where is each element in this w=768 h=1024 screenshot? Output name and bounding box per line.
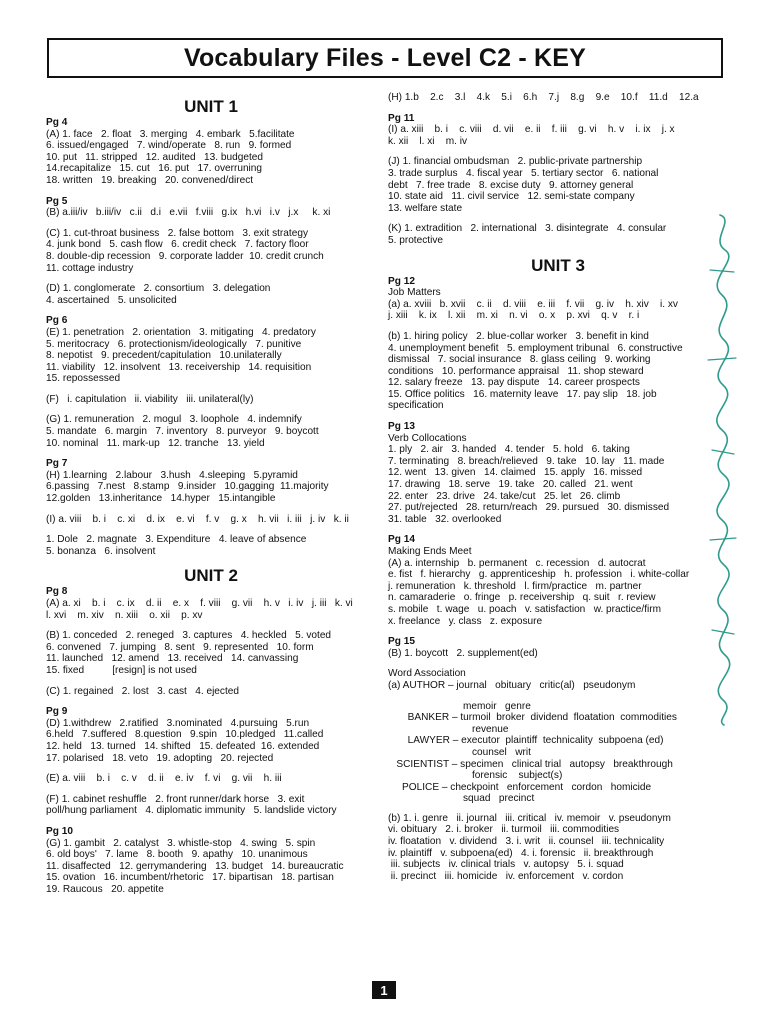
- answer-section: [388, 724, 728, 736]
- page-reference: Pg 9: [46, 706, 68, 718]
- answer-line: e. fist f. hierarchy g. apprenticeship h. profession i. white-collar: [388, 569, 690, 581]
- answer-line: (I) a. viii b. i c. xi d. ix e. vi f. v g. x h. vii i. iii j. iv k. ii: [46, 513, 349, 525]
- answer-line: (G) 1. remuneration 2. mogul 3. loophole 4. indemnify: [46, 414, 302, 426]
- answer-section: [388, 331, 728, 412]
- answer-line: 6. issued/engaged 7. wind/operate 8. run 9. formed: [46, 140, 292, 152]
- answer-line: 27. put/rejected 28. return/reach 29. pursued 30. dismissed: [388, 502, 670, 514]
- answer-line: 12.golden 13.inheritance 14.hyper 15.intangible: [46, 493, 276, 505]
- page-reference: Pg 7: [46, 458, 68, 470]
- answer-section: [388, 92, 728, 104]
- answer-line: (D) 1. conglomerate 2. consortium 3. delegation: [46, 283, 271, 295]
- answer-line: (D) 1.withdrew 2.ratified 3.nominated 4.pursuing 5.run: [46, 717, 310, 729]
- answer-line: dismissal 7. social insurance 8. glass ceiling 9. working: [388, 354, 651, 366]
- answer-line: 15. repossessed: [46, 373, 121, 385]
- answer-line: (a) AUTHOR – journal obituary critic(al) pseudonym: [388, 679, 636, 691]
- answer-line: 17. polarised 18. veto 19. adopting 20. rejected: [46, 752, 274, 764]
- answer-line: k. xii l. xi m. iv: [388, 135, 468, 147]
- answer-line: ii. precinct iii. homicide iv. enforcement v. cordon: [388, 870, 624, 882]
- answer-section: [388, 770, 728, 782]
- answer-line: 8. double-dip recession 9. corporate ladder 10. credit crunch: [46, 250, 324, 262]
- answer-line: forensic subject(s): [472, 770, 563, 782]
- answer-section: [388, 636, 728, 659]
- handwritten-url-signature: [690, 210, 750, 730]
- answer-section: [388, 701, 728, 713]
- answer-line: (b) 1. i. genre ii. journal iii. critical iv. memoir v. pseudonym: [388, 812, 671, 824]
- answer-line: 1. Dole 2. magnate 3. Expenditure 4. leave of absence: [46, 534, 307, 546]
- answer-line: (F) i. capitulation ii. viability iii. unilateral(ly): [46, 393, 254, 405]
- answer-line: 5. bonanza 6. insolvent: [46, 545, 156, 557]
- page-reference: Pg 14: [388, 534, 415, 546]
- answer-section: [46, 514, 376, 526]
- answer-section: [46, 534, 376, 557]
- answer-line: (H) 1.b 2.c 3.l 4.k 5.i 6.h 7.j 8.g 9.e 10.f 11.d 12.a: [388, 92, 699, 103]
- answer-section: [46, 773, 376, 785]
- answer-line: BANKER – turmoil broker dividend floatation commodities: [388, 712, 677, 724]
- answer-line: 31. table 32. overlooked: [388, 513, 502, 525]
- answer-line: 6.held 7.suffered 8.question 9.spin 10.pledged 11.called: [46, 729, 324, 741]
- answer-line: (C) 1. regained 2. lost 3. cast 4. ejected: [46, 685, 239, 697]
- page-reference: Pg 15: [388, 636, 415, 648]
- answer-line: iv. plaintiff v. subpoena(ed) 4. i. forensic ii. breakthrough: [388, 847, 654, 859]
- answer-section: [46, 196, 376, 219]
- answer-line: n. camaraderie o. fringe p. receivership q. suit r. review: [388, 592, 656, 604]
- page-reference: Pg 10: [46, 825, 73, 837]
- answer-line: squad precinct: [463, 793, 535, 805]
- answer-line: SCIENTIST – specimen clinical trial autopsy breakthrough: [388, 758, 673, 770]
- answer-section: [46, 586, 376, 621]
- answer-line: Job Matters: [388, 287, 441, 299]
- answer-line: 6.passing 7.nest 8.stamp 9.insider 10.gagging 11.majority: [46, 481, 329, 493]
- page-reference: Pg 13: [388, 421, 415, 433]
- answer-line: 8. nepotist 9. precedent/capitulation 10.unilaterally: [46, 350, 282, 362]
- answer-line: 6. old boys' 7. lame 8. booth 9. apathy 10. unanimous: [46, 849, 308, 861]
- answer-line: (E) 1. penetration 2. orientation 3. mitigating 4. predatory: [46, 326, 316, 338]
- answer-line: (A) a. internship b. permanent c. recession d. autocrat: [388, 557, 646, 569]
- answer-section: [46, 414, 376, 449]
- answer-section: [46, 394, 376, 406]
- left-column: [46, 92, 376, 904]
- answer-section: [388, 276, 728, 322]
- answer-line: counsel writ: [472, 746, 531, 758]
- answer-line: vi. obituary 2. i. broker ii. turmoil iii. commodities: [388, 824, 620, 836]
- page-number: 1: [372, 981, 396, 999]
- answer-section: [46, 826, 376, 896]
- answer-section: [388, 668, 728, 691]
- answer-line: Word Association: [388, 668, 466, 680]
- answer-line: 4. unemployment benefit 5. employment tribunal 6. constructive: [388, 342, 683, 354]
- document-title: Vocabulary Files - Level C2 - KEY: [47, 38, 723, 78]
- answer-line: (B) 1. conceded 2. reneged 3. captures 4. heckled 5. voted: [46, 630, 332, 642]
- answer-line: (H) 1.learning 2.labour 3.hush 4.sleeping 5.pyramid: [46, 469, 298, 481]
- page-reference: Pg 5: [46, 195, 68, 207]
- answer-line: Verb Collocations: [388, 432, 467, 444]
- answer-line: Making Ends Meet: [388, 546, 472, 557]
- answer-line: 4. junk bond 5. cash flow 6. credit check 7. factory floor: [46, 239, 309, 251]
- answer-line: revenue: [472, 723, 509, 735]
- answer-section: [46, 686, 376, 698]
- answer-line: 6. convened 7. jumping 8. sent 9. represented 10. form: [46, 641, 314, 653]
- answer-line: 11. disaffected 12. gerrymandering 13. budget 14. bureaucratic: [46, 860, 344, 872]
- answer-line: 12. salary freeze 13. pay dispute 14. career prospects: [388, 377, 640, 389]
- answer-line: POLICE – checkpoint enforcement cordon homicide: [388, 781, 652, 793]
- answer-line: 19. Raucous 20. appetite: [46, 883, 164, 895]
- answer-line: debt 7. free trade 8. excise duty 9. attorney general: [388, 179, 634, 191]
- answer-line: 17. drawing 18. serve 19. take 20. called 21. went: [388, 479, 633, 491]
- answer-section: [388, 793, 728, 805]
- answer-line: 11. launched 12. amend 13. received 14. canvassing: [46, 653, 299, 665]
- answer-section: [388, 421, 728, 525]
- answer-section: [46, 228, 376, 274]
- answer-line: 11. cottage industry: [46, 262, 134, 274]
- unit-heading: UNIT 3: [531, 255, 585, 275]
- answer-line: conditions 10. performance appraisal 11. shop steward: [388, 365, 644, 377]
- answer-line: poll/hung parliament 4. diplomatic immunity 5. landslide victory: [46, 805, 337, 817]
- answer-line: specification: [388, 400, 444, 412]
- answer-line: (A) 1. face 2. float 3. merging 4. embark 5.facilitate: [46, 128, 295, 140]
- answer-section: [388, 782, 728, 794]
- answer-line: (F) 1. cabinet reshuffle 2. front runner/dark horse 3. exit: [46, 793, 305, 805]
- page-reference: Pg 12: [388, 275, 415, 287]
- answer-section: [46, 458, 376, 504]
- answer-line: 10. nominal 11. mark-up 12. tranche 13. yield: [46, 437, 265, 449]
- page-reference: Pg 8: [46, 586, 68, 598]
- answer-line: iii. subjects iv. clinical trials v. autopsy 5. i. squad: [388, 859, 624, 871]
- answer-line: j. xiii k. ix l. xii m. xi n. vi o. x p. xvi q. v r. i: [388, 310, 640, 322]
- answer-line: (B) a.iii/iv b.iii/iv c.ii d.i e.vii f.viii g.ix h.vi i.v j.x k. xi: [46, 207, 331, 219]
- answer-line: LAWYER – executor plaintiff technicality subpoena (ed): [388, 735, 664, 747]
- answer-line: l. xvi m. xiv n. xiii o. xii p. xv: [46, 609, 203, 621]
- answer-section: [388, 113, 728, 148]
- answer-line: (E) a. viii b. i c. v d. ii e. iv f. vi g. vii h. iii: [46, 773, 282, 785]
- answer-line: (A) a. xi b. i c. ix d. ii e. x f. viii g. vii h. v i. iv j. iii k. vi: [46, 598, 353, 609]
- answer-line: 4. ascertained 5. unsolicited: [46, 294, 177, 306]
- answer-line: 12. held 13. turned 14. shifted 15. defeated 16. extended: [46, 740, 320, 752]
- unit-heading: UNIT 1: [184, 97, 238, 116]
- answer-line: iv. floatation v. dividend 3. i. writ ii. counsel iii. technicality: [388, 836, 665, 848]
- answer-section: [388, 156, 728, 214]
- unit-heading: UNIT 2: [184, 566, 238, 586]
- answer-section: [46, 315, 376, 385]
- answer-line: memoir genre: [463, 700, 531, 712]
- answer-section: [388, 712, 728, 724]
- answer-line: (b) 1. hiring policy 2. blue-collar worker 3. benefit in kind: [388, 330, 649, 342]
- answer-line: 10. put 11. stripped 12. audited 13. budgeted: [46, 151, 263, 163]
- answer-line: (K) 1. extradition 2. international 3. disintegrate 4. consular: [388, 223, 667, 235]
- answer-line: j. remuneration k. threshold l. firm/practice m. partner: [388, 580, 642, 592]
- answer-section: [388, 747, 728, 759]
- answer-line: (I) a. xiii b. i c. viii d. vii e. ii f. iii g. vi h. v i. ix j. x: [388, 124, 675, 136]
- answer-section: [46, 794, 376, 817]
- answer-line: (a) a. xviii b. xvii c. ii d. viii e. iii f. vii g. iv h. xiv i. xv: [388, 298, 678, 310]
- answer-line: [388, 805, 728, 813]
- answer-line: 15. ovation 16. incumbent/rhetoric 17. bipartisan 18. partisan: [46, 872, 334, 884]
- answer-line: 7. terminating 8. breach/relieved 9. take 10. lay 11. made: [388, 455, 665, 467]
- answer-line: (G) 1. gambit 2. catalyst 3. whistle-stop 4. swing 5. spin: [46, 837, 316, 849]
- page-reference: Pg 11: [388, 112, 415, 124]
- answer-line: (J) 1. financial ombudsman 2. public-private partnership: [388, 156, 643, 168]
- answer-line: 11. viability 12. insolvent 13. receivership 14. requisition: [46, 361, 312, 373]
- answer-line: 22. enter 23. drive 24. take/cut 25. let 26. climb: [388, 490, 621, 502]
- answer-line: 5. mandate 6. margin 7. inventory 8. purveyor 9. boycott: [46, 426, 319, 438]
- answer-line: 15. Office politics 16. maternity leave 17. pay slip 18. job: [388, 388, 657, 400]
- answer-section: [388, 805, 728, 883]
- answer-line: 1. ply 2. air 3. handed 4. tender 5. hold 6. taking: [388, 444, 630, 456]
- answer-section: [388, 735, 728, 747]
- answer-section: [46, 630, 376, 676]
- answer-line: 14.recapitalize 15. cut 16. put 17. overruning: [46, 163, 263, 175]
- answer-line: 10. state aid 11. civil service 12. semi-state company: [388, 191, 635, 203]
- answer-section: [46, 706, 376, 764]
- answer-section: [46, 283, 376, 306]
- page-reference: Pg 4: [46, 117, 68, 128]
- answer-line: 13. welfare state: [388, 202, 463, 214]
- answer-line: 5. meritocracy 6. protectionism/ideologically 7. punitive: [46, 338, 302, 350]
- page-reference: Pg 6: [46, 315, 68, 327]
- answer-section: [388, 534, 728, 627]
- right-column: [388, 92, 728, 891]
- answer-section: [46, 117, 376, 187]
- answer-line: x. freelance y. class z. exposure: [388, 615, 543, 627]
- answer-line: 18. written 19. breaking 20. convened/direct: [46, 174, 254, 186]
- answer-line: (C) 1. cut-throat business 2. false bottom 3. exit strategy: [46, 227, 308, 239]
- answer-line: 5. protective: [388, 234, 443, 246]
- answer-section: [388, 223, 728, 246]
- answer-section: [388, 759, 728, 771]
- answer-line: s. mobile t. wage u. poach v. satisfaction w. practice/firm: [388, 603, 662, 615]
- answer-line: 12. went 13. given 14. claimed 15. apply 16. missed: [388, 467, 643, 479]
- answer-line: (B) 1. boycott 2. supplement(ed): [388, 647, 538, 659]
- answer-line: 3. trade surplus 4. fiscal year 5. tertiary sector 6. national: [388, 167, 659, 179]
- answer-line: 15. fixed [resign] is not used: [46, 664, 197, 676]
